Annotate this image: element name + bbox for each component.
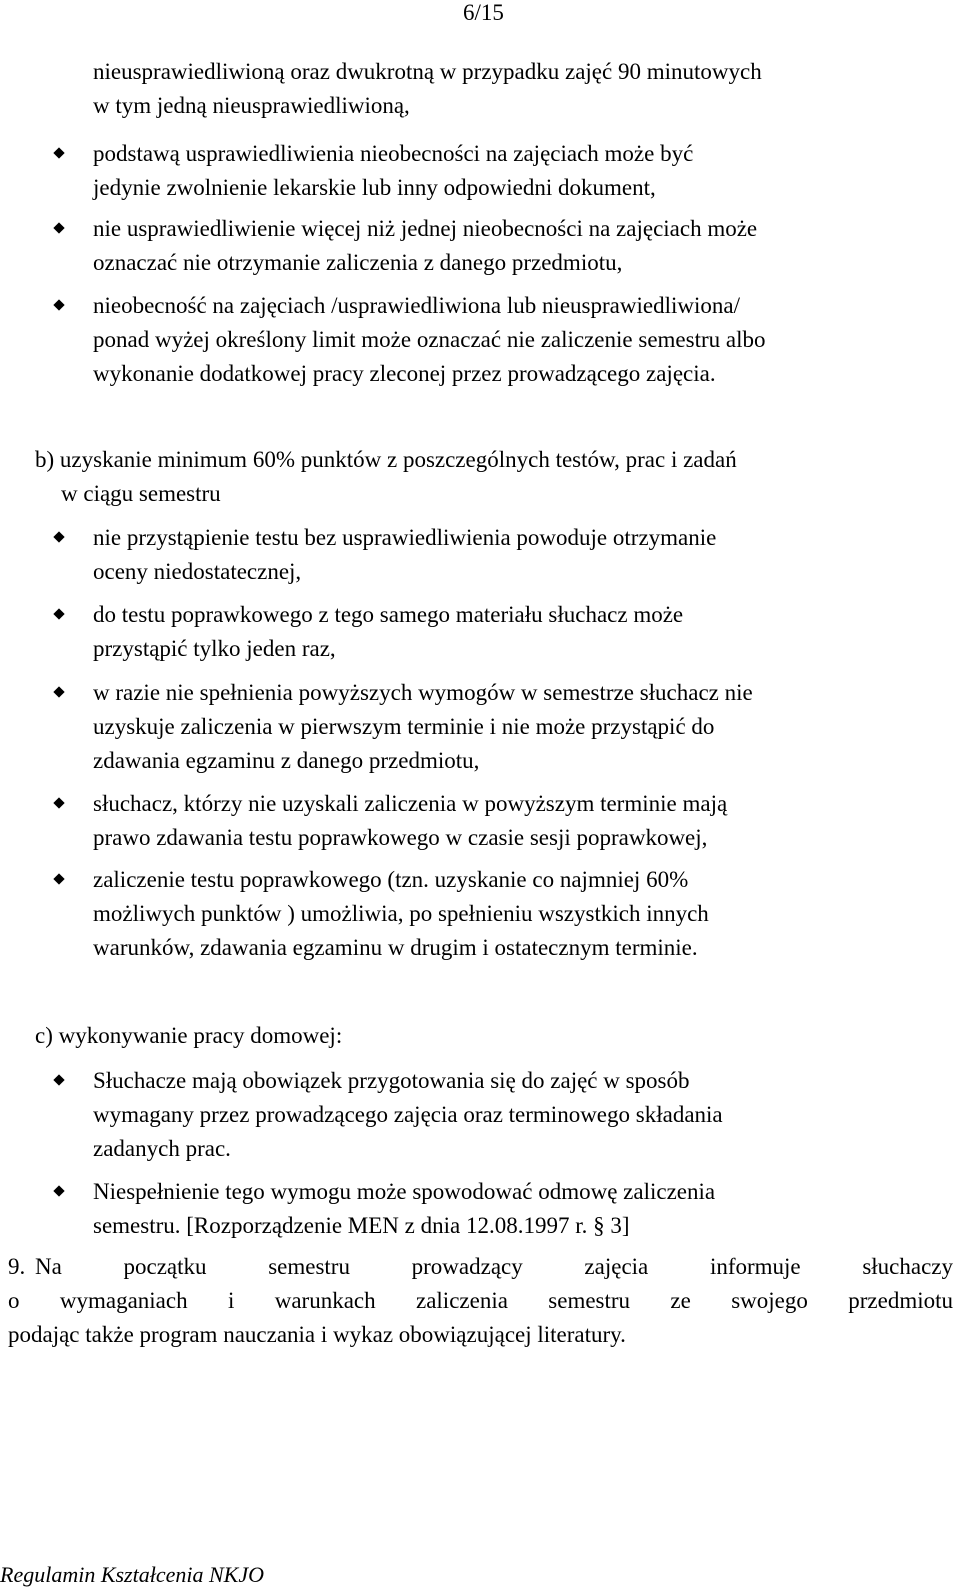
text-line: jedynie zwolnienie lekarskie lub inny odpowiedni dokument, [93,175,656,200]
text-line: Niespełnienie tego wymogu może spowodować odmowę zaliczenia [93,1179,716,1204]
text-line: semestru. [Rozporządzenie MEN z dnia 12.08.1997 r. § 3] [93,1213,630,1238]
text-line: słuchacz, którzy nie uzyskali zaliczenia w powyższym terminie mają [93,791,728,816]
section-c-heading: c) wykonywanie pracy domowej: [35,1023,343,1048]
text-line: wymagany przez prowadzącego zajęcia oraz terminowego składania [93,1102,723,1127]
diamond-bullet-icon [53,873,64,884]
diamond-bullet-icon [53,1185,64,1196]
text-line: przystąpić tylko jeden raz, [93,636,336,661]
text-line: warunków, zdawania egzaminu w drugim i ostatecznym terminie. [93,935,698,960]
diamond-bullet-icon [53,222,64,233]
text-line: możliwych punktów ) umożliwia, po spełnieniu wszystkich innych [93,901,709,926]
diamond-bullet-icon [53,147,64,158]
text-line: podstawą usprawiedliwienia nieobecności na zajęciach może być [93,141,694,166]
text-line: Słuchacze mają obowiązek przygotowania się do zajęć w sposób [93,1068,690,1093]
text-line: zaliczenie testu poprawkowego (tzn. uzyskanie co najmniej 60% [93,867,689,892]
item-number: 9. [8,1254,26,1279]
diamond-bullet-icon [53,686,64,697]
text-line: o wymaganiach i warunkach zaliczenia semestru ze swojego przedmiotu [8,1288,953,1313]
section-b-heading [35,443,737,511]
page-number: 6/15 [463,0,504,25]
diamond-bullet-icon [53,608,64,619]
text-line: wykonanie dodatkowej pracy zleconej przez prowadzącego zajęcia. [93,361,716,386]
text-line: w tym jedną nieusprawiedliwioną, [93,93,410,118]
text-line: nieobecność na zajęciach /usprawiedliwiona lub nieusprawiedliwiona/ [93,293,740,318]
text-line: nie usprawiedliwienie więcej niż jednej nieobecności na zajęciach może [93,216,758,241]
diamond-bullet-icon [53,531,64,542]
diamond-bullet-icon [53,299,64,310]
text-line: uzyskuje zaliczenia w pierwszym terminie i nie może przystąpić do [93,714,715,739]
text-line: b) uzyskanie minimum 60% punktów z poszczególnych testów, prac i zadań [35,447,737,472]
text-line: zadanych prac. [93,1136,231,1161]
text-line: ponad wyżej określony limit może oznaczać nie zaliczenie semestru albo [93,327,766,352]
footer-text: Regulamin Kształcenia NKJO [0,1562,264,1587]
text-line: do testu poprawkowego z tego samego materiału słuchacz może [93,602,684,627]
text-line: w razie nie spełnienia powyższych wymogów w semestrze słuchacz nie [93,680,753,705]
diamond-bullet-icon [53,1074,64,1085]
text-line: podając także program nauczania i wykaz obowiązującej literatury. [8,1322,626,1347]
text-line: w ciągu semestru [61,481,221,506]
text-line: oznaczać nie otrzymanie zaliczenia z danego przedmiotu, [93,250,623,275]
diamond-bullet-icon [53,797,64,808]
text-line: Na początku semestru prowadzący zajęcia informuje słuchaczy [35,1254,953,1279]
text-line: nie przystąpienie testu bez usprawiedliwienia powoduje otrzymanie [93,525,717,550]
text-line: oceny niedostatecznej, [93,559,302,584]
text-line: nieusprawiedliwioną oraz dwukrotną w przypadku zajęć 90 minutowych [93,59,762,84]
text-line: prawo zdawania testu poprawkowego w czasie sesji poprawkowej, [93,825,708,850]
text-line: zdawania egzaminu z danego przedmiotu, [93,748,480,773]
intro-paragraph [93,55,762,123]
